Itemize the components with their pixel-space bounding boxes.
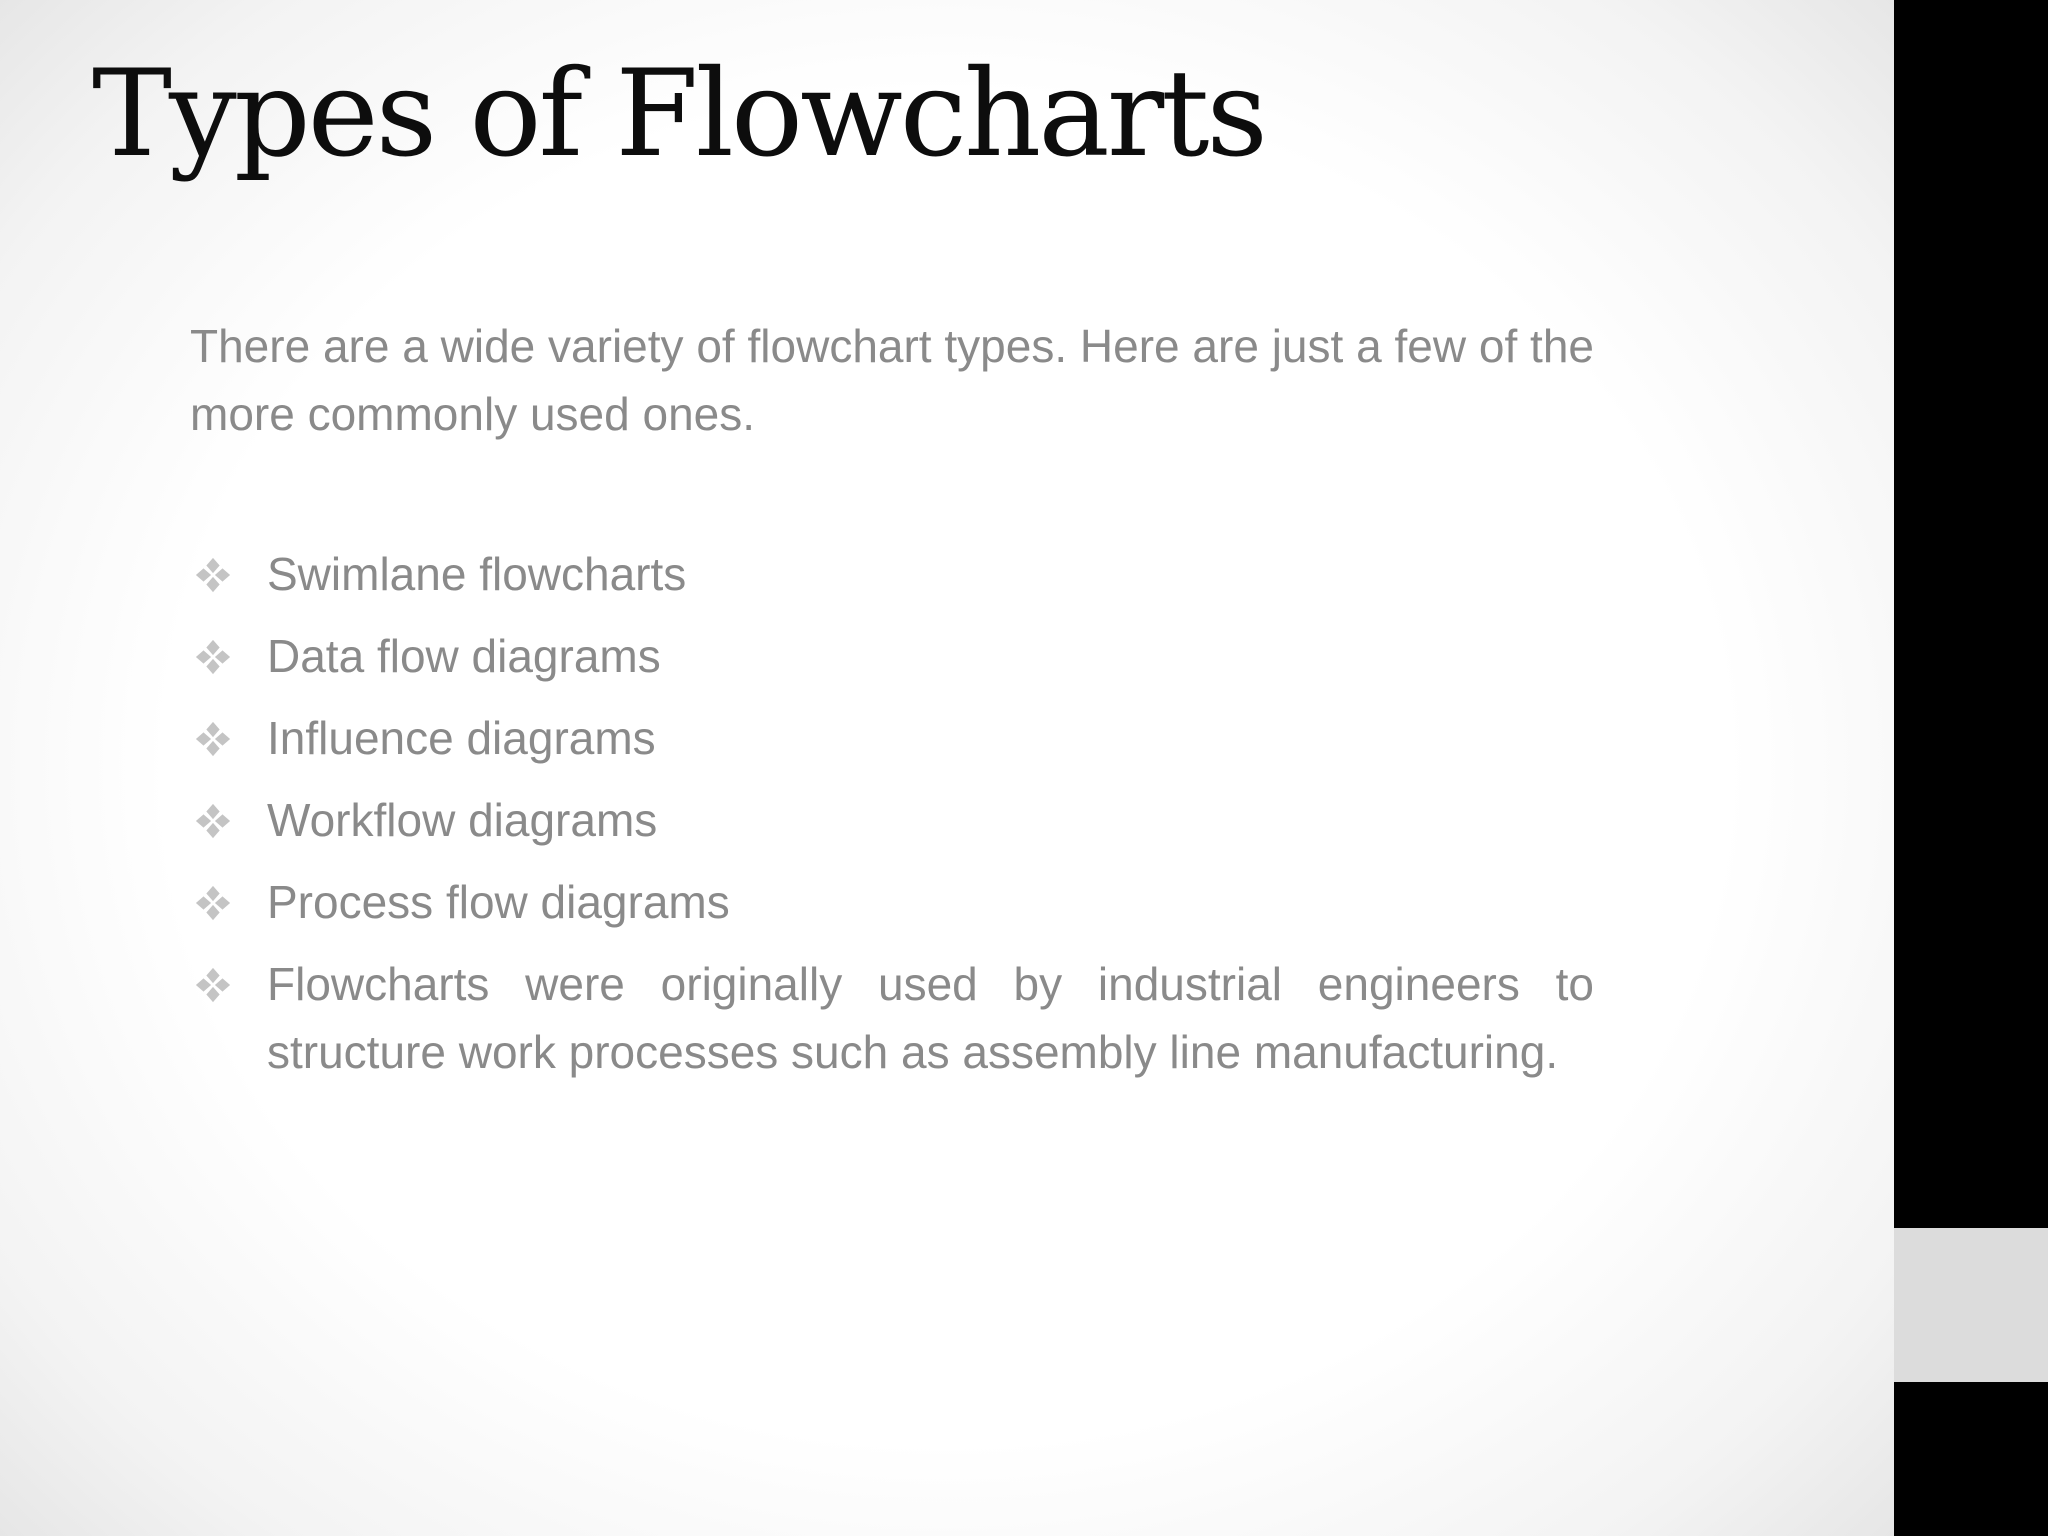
four-diamond-bullet-icon bbox=[194, 556, 232, 594]
list-item bbox=[190, 868, 1594, 936]
four-diamond-bullet-icon bbox=[194, 884, 232, 922]
list-item bbox=[190, 622, 1594, 690]
four-diamond-bullet-icon bbox=[194, 966, 232, 1004]
list-item-text: Process flow diagrams bbox=[267, 876, 730, 928]
four-diamond-bullet-icon bbox=[194, 638, 232, 676]
bullet-list bbox=[190, 540, 1594, 1100]
list-item-text: Flowcharts were originally used by industrial engineers to structure work processes such as assembly line manufacturing. bbox=[267, 958, 1594, 1078]
list-item-text: Influence diagrams bbox=[267, 712, 656, 764]
four-diamond-bullet-icon bbox=[194, 720, 232, 758]
list-item bbox=[190, 540, 1594, 608]
four-diamond-bullet-icon bbox=[194, 802, 232, 840]
list-item-text: Workflow diagrams bbox=[267, 794, 658, 846]
list-item bbox=[190, 786, 1594, 854]
side-panel-band bbox=[1894, 1228, 2048, 1382]
list-item bbox=[190, 950, 1594, 1086]
list-item-text: Swimlane flowcharts bbox=[267, 548, 687, 600]
list-item-text: Data flow diagrams bbox=[267, 630, 661, 682]
side-panel bbox=[1894, 0, 2048, 1536]
intro-paragraph: There are a wide variety of flowchart types. Here are just a few of the more commonly used ones. bbox=[190, 320, 1594, 440]
slide-title: Types of Flowcharts bbox=[92, 45, 1265, 184]
list-item bbox=[190, 704, 1594, 772]
